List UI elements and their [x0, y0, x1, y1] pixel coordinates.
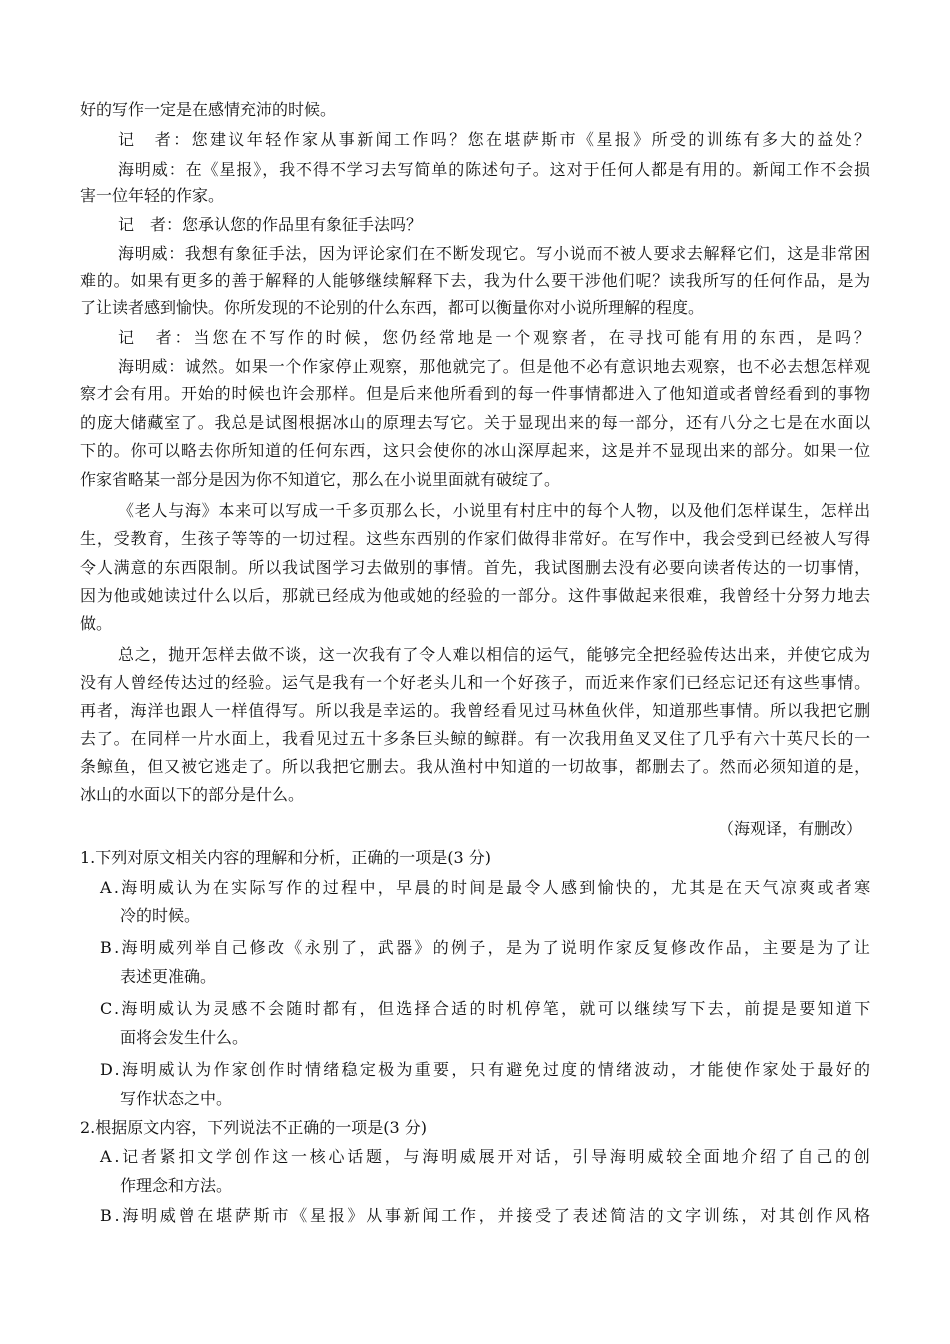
passage-line: 了让读者感到愉快。你所发现的不论别的什么东西，都可以衡量你对小说所理解的程度。: [80, 298, 705, 317]
option-b: B.海明威列举自己修改《永别了，武器》的例子，是为了说明作家反复修改作品，主要是为了让: [100, 938, 873, 957]
passage-line: 海明威：诚然。如果一个作家停止观察，那他就完了。但是他不必有意识地去观察，也不必去想怎样观: [118, 357, 871, 376]
passage-line: 的庞大储藏室了。我总是试图根据冰山的原理去写它。关于显现出来的每一部分，还有八分之七是在水面以: [80, 413, 872, 432]
passage-line: 记 者：您承认您的作品里有象征手法吗？: [118, 215, 423, 234]
passage-line: 再者，海洋也跟人一样值得写。所以我是幸运的。我曾经看见过马林鱼伙伴，知道那些事情。所以我把它删: [80, 701, 872, 720]
passage-line: 海明威：我想有象征手法，因为评论家们在不断发现它。写小说而不被人要求去解释它们，这是非常困: [118, 244, 871, 263]
passage-line: 记 者：当您在不写作的时候，您仍经常地是一个观察者，在寻找可能有用的东西，是吗？: [118, 328, 873, 347]
passage-line: 生，受教育，生孩子等等的一切过程。这些东西别的作家们做得非常好。在写作中，我会受到已经被人写得: [80, 529, 872, 548]
option-d-continued: 写作状态之中。: [120, 1089, 233, 1108]
passage-line: 冰山的水面以下的部分是什么。: [80, 785, 305, 804]
option-d: D.海明威认为作家创作时情绪稳定极为重要，只有避免过度的情绪波动，才能使作家处于最好的: [100, 1060, 873, 1079]
option-a-continued: 作理念和方法。: [120, 1176, 233, 1195]
option-b-continued: 表述更准确。: [120, 967, 217, 986]
passage-line: 因为他或她读过什么以后，那就已经成为他或她的经验的一部分。这件事做起来很难，我曾经十分努力地去: [80, 586, 872, 605]
translation-credit: （海观译，有删改）: [718, 819, 863, 838]
passage-line: 总之，抛开怎样去做不谈，这一次我有了令人难以相信的运气，能够完全把经验传达出来，并使它成为: [118, 645, 871, 664]
passage-line: 害一位年轻的作家。: [80, 186, 225, 205]
option-c-continued: 面将会发生什么。: [120, 1028, 249, 1047]
passage-line: 察才会有用。开始的时候也许会那样。但是后来他所看到的每一件事情都进入了他知道或者曾经看到的事物: [80, 384, 872, 403]
option-a: A.记者紧扣文学创作这一核心话题，与海明威展开对话，引导海明威较全面地介绍了自己的创: [100, 1147, 873, 1166]
passage-line: 海明威：在《星报》，我不得不学习去写简单的陈述句子。这对于任何人都是有用的。新闻工作不会损: [118, 160, 871, 179]
option-a: A.海明威认为在实际写作的过程中，早晨的时间是最令人感到愉快的，尤其是在天气凉爽或者寒: [100, 878, 873, 897]
passage-line: 难的。如果有更多的善于解释的人能够继续解释下去，我为什么要干涉他们呢？读我所写的任何作品，是为: [80, 271, 872, 290]
question-stem: 1.下列对原文相关内容的理解和分析，正确的一项是(3 分): [80, 848, 492, 867]
passage-line: 没有人曾经传达过的经验。运气是我有一个好老头儿和一个好孩子，而近来作家们已经忘记还有这些事情。: [80, 673, 872, 692]
passage-line: 做。: [80, 614, 113, 633]
passage-line: 作家省略某一部分是因为你不知道它，那么在小说里面就有破绽了。: [80, 470, 561, 489]
passage-line: 去了。在同样一片水面上，我看见过五十多条巨头鲸的鲸群。有一次我用鱼叉叉住了几乎有六十英尺长的一: [80, 729, 872, 748]
passage-line: 记 者：您建议年轻作家从事新闻工作吗？您在堪萨斯市《星报》所受的训练有多大的益处？: [118, 130, 873, 149]
option-b: B.海明威曾在堪萨斯市《星报》从事新闻工作，并接受了表述简洁的文字训练，对其创作风格: [100, 1206, 873, 1225]
passage-line: 《老人与海》本来可以写成一千多页那么长，小说里有村庄中的每个人物，以及他们怎样谋生，怎样出: [118, 501, 871, 520]
passage-line: 好的写作一定是在感情充沛的时候。: [80, 100, 337, 119]
option-a-continued: 冷的时候。: [120, 906, 201, 925]
option-c: C.海明威认为灵感不会随时都有，但选择合适的时机停笔，就可以继续写下去，前提是要知道下: [100, 999, 873, 1018]
question-stem: 2.根据原文内容，下列说法不正确的一项是(3 分): [80, 1118, 428, 1137]
passage-line: 条鲸鱼，但又被它逃走了。所以我把它删去。我从渔村中知道的一切故事，都删去了。然而必须知道的是，: [80, 757, 872, 776]
passage-line: 令人满意的东西限制。所以我试图学习去做别的事情。首先，我试图删去没有必要向读者传达的一切事情，: [80, 558, 872, 577]
passage-line: 下的。你可以略去你所知道的任何东西，这只会使你的冰山深厚起来，这是并不显现出来的部分。如果一位: [80, 441, 872, 460]
